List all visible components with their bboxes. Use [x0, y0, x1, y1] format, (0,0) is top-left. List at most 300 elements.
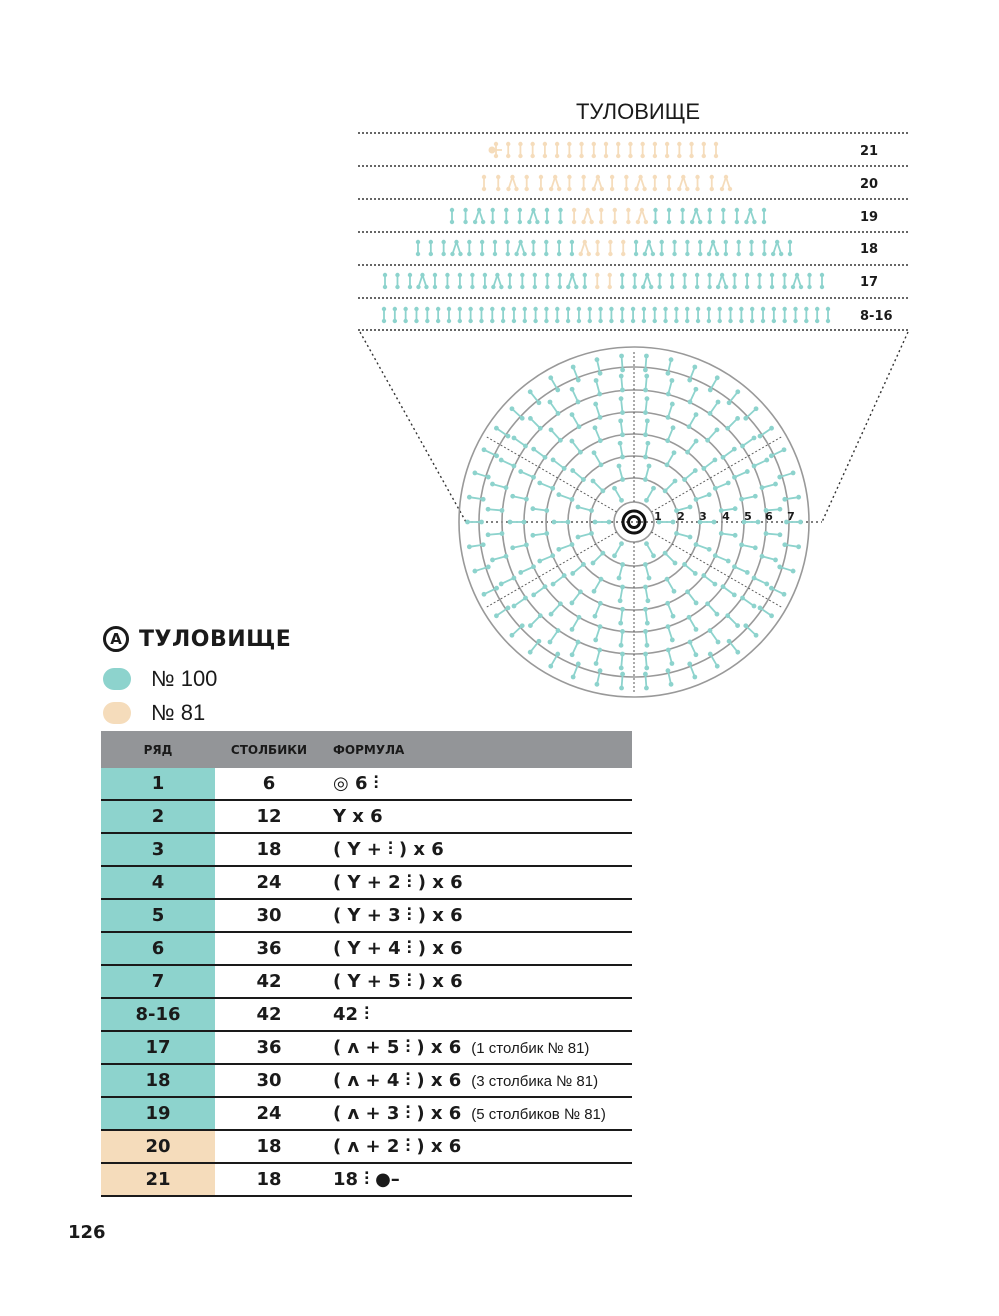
- round-stitch: [510, 542, 528, 550]
- sc-stitch: [788, 240, 792, 256]
- sc-stitch: [531, 240, 535, 256]
- sc-stitch: [724, 240, 728, 256]
- color-swatch-81: [103, 702, 131, 724]
- sc-stitch: [677, 142, 681, 158]
- row-stitches: [416, 240, 792, 256]
- round-stitch: [537, 553, 555, 563]
- round-stitch: [618, 418, 625, 437]
- row-label: 8-16: [860, 309, 893, 324]
- sc-stitch: [577, 307, 581, 323]
- row-label: 17: [860, 275, 879, 290]
- stitch-count: 18: [215, 1163, 323, 1196]
- round-stitch: [739, 494, 757, 502]
- dec-stitch: [791, 273, 803, 289]
- sc-stitch: [670, 273, 674, 289]
- round-stitch: [570, 468, 586, 482]
- sc-stitch: [393, 307, 397, 323]
- round-stitch: [570, 640, 581, 657]
- round-stitch: [674, 531, 692, 539]
- sc-stitch: [425, 307, 429, 323]
- round-stitch: [643, 464, 651, 482]
- round-stitch: [663, 479, 678, 494]
- header-row: РЯД: [101, 731, 215, 768]
- sc-stitch: [718, 307, 722, 323]
- formula-note: (5 столбиков № 81): [471, 1106, 606, 1123]
- row-number: 18: [101, 1064, 215, 1097]
- sc-stitch: [533, 273, 537, 289]
- sc-stitch: [626, 208, 630, 224]
- sc-stitch: [567, 175, 571, 191]
- sc-stitch: [634, 240, 638, 256]
- sc-stitch: [624, 175, 628, 191]
- round-stitch: [682, 562, 698, 576]
- section-title: ТУЛОВИЩЕ: [139, 626, 292, 652]
- round-stitch: [595, 357, 603, 375]
- formula: ( Y + 4 ⫶ ) x 6: [333, 938, 463, 959]
- round-stitch: [551, 458, 567, 471]
- dec-stitch: [491, 273, 503, 289]
- row-stitches: [382, 307, 830, 323]
- formula-note: (1 столбик № 81): [471, 1040, 590, 1057]
- sc-stitch: [620, 273, 624, 289]
- round-stitch: [665, 601, 675, 619]
- stitch-count: 18: [215, 833, 323, 866]
- sc-stitch: [695, 175, 699, 191]
- cone-right: [822, 332, 908, 522]
- row-number: 4: [101, 866, 215, 899]
- round-stitch: [725, 613, 740, 628]
- formula: ( ʌ + 4 ⫶ ) x 6: [333, 1070, 462, 1091]
- round-stitch: [570, 387, 581, 404]
- sc-stitch: [557, 240, 561, 256]
- sc-stitch: [555, 307, 559, 323]
- row-number: 8-16: [101, 998, 215, 1031]
- sc-stitch: [470, 273, 474, 289]
- round-stitch: [512, 436, 528, 449]
- formula: ( Y + ⫶ ) x 6: [333, 839, 444, 860]
- sc-stitch: [583, 273, 587, 289]
- round-stitch: [591, 479, 606, 494]
- round-stitch: [619, 354, 625, 373]
- round-stitch: [490, 482, 508, 490]
- round-stitch: [644, 541, 656, 558]
- sc-stitch: [608, 273, 612, 289]
- sc-stitch: [633, 273, 637, 289]
- round-stitch: [593, 520, 612, 525]
- sc-stitch: [450, 208, 454, 224]
- round-stitch: [548, 400, 561, 416]
- dec-stitch: [579, 240, 591, 256]
- row-number: 20: [101, 1130, 215, 1163]
- row-number: 19: [101, 1097, 215, 1130]
- sc-stitch: [653, 142, 657, 158]
- formula-cell: [323, 866, 632, 899]
- sc-stitch: [588, 307, 592, 323]
- stitch-count: 42: [215, 998, 323, 1031]
- round-stitch: [617, 562, 625, 580]
- round-stitch: [531, 447, 547, 460]
- formula: ( Y + 2 ⫶ ) x 6: [333, 872, 463, 893]
- sc-stitch: [506, 142, 510, 158]
- sc-stitch: [667, 208, 671, 224]
- sc-stitch: [545, 273, 549, 289]
- formula-cell: [323, 1064, 632, 1097]
- round-stitch: [713, 553, 731, 563]
- round-number: 7: [787, 510, 795, 523]
- sc-stitch: [608, 240, 612, 256]
- round-stitch: [570, 615, 582, 632]
- round-stitch: [643, 562, 651, 580]
- round-stitch: [760, 554, 778, 562]
- round-stitch: [467, 542, 486, 549]
- round-stitch: [701, 458, 717, 471]
- sc-stitch: [433, 273, 437, 289]
- sc-stitch: [445, 273, 449, 289]
- round-stitch: [549, 427, 563, 442]
- table-row: [101, 998, 632, 1031]
- dec-stitch: [641, 273, 653, 289]
- sc-stitch: [496, 175, 500, 191]
- round-stitch: [694, 542, 712, 552]
- dec-stitch: [566, 273, 578, 289]
- formula: ( Y + 5 ⫶ ) x 6: [333, 971, 463, 992]
- round-stitch: [732, 564, 750, 574]
- round-stitch: [740, 596, 756, 609]
- round-stitch: [643, 652, 649, 671]
- sc-stitch: [408, 273, 412, 289]
- pattern-table: [101, 731, 632, 1197]
- formula: ( ʌ + 3 ⫶ ) x 6: [333, 1103, 462, 1124]
- dec-stitch: [720, 175, 732, 191]
- legend-label: № 100: [151, 666, 218, 691]
- sc-stitch: [395, 273, 399, 289]
- formula-cell: [323, 1163, 632, 1196]
- round-stitch: [701, 573, 717, 586]
- round-stitch: [643, 607, 650, 626]
- round-stitch: [666, 624, 675, 642]
- sc-stitch: [761, 307, 765, 323]
- stitch-count: 36: [215, 1031, 323, 1064]
- formula: 18 ⫶ ●–: [333, 1169, 400, 1190]
- round-stitch: [732, 469, 750, 479]
- round-stitch: [530, 531, 549, 538]
- round-number: 3: [699, 510, 707, 523]
- round-stitch: [705, 427, 719, 442]
- formula: 42 ⫶: [333, 1004, 369, 1025]
- round-stitch: [682, 468, 698, 482]
- sc-stitch: [506, 240, 510, 256]
- round-stitch: [666, 648, 674, 666]
- sc-stitch: [653, 307, 657, 323]
- sc-stitch: [616, 142, 620, 158]
- round-stitch: [617, 464, 625, 482]
- sc-stitch: [628, 142, 632, 158]
- diagram-title: ТУЛОВИЩЕ: [575, 99, 701, 124]
- sc-stitch: [680, 208, 684, 224]
- round-stitch: [719, 531, 738, 538]
- round-stitch: [592, 450, 604, 467]
- row-number: 21: [101, 1163, 215, 1196]
- sc-stitch: [663, 307, 667, 323]
- sc-stitch: [804, 307, 808, 323]
- formula: ( Y + 3 ⫶ ) x 6: [333, 905, 463, 926]
- sc-stitch: [555, 142, 559, 158]
- round-stitch: [666, 378, 674, 396]
- sc-stitch: [414, 307, 418, 323]
- formula: ( ʌ + 5 ⫶ ) x 6: [333, 1037, 462, 1058]
- sc-stitch: [490, 307, 494, 323]
- round-stitch: [665, 577, 677, 594]
- sc-stitch: [674, 307, 678, 323]
- round-stitch: [551, 573, 567, 586]
- round-stitch: [467, 495, 486, 502]
- table-row: [101, 965, 632, 998]
- table-header: [101, 731, 632, 768]
- round-stitch: [512, 596, 528, 609]
- round-stitch: [708, 628, 721, 644]
- round-stitch: [576, 531, 594, 539]
- page-number: 126: [68, 1222, 106, 1243]
- dec-stitch: [716, 273, 728, 289]
- round-stitch: [518, 564, 536, 574]
- stitch-count: 42: [215, 965, 323, 998]
- sc-stitch: [598, 307, 602, 323]
- round-stitch: [685, 439, 698, 455]
- sc-stitch: [707, 273, 711, 289]
- row-number: 3: [101, 833, 215, 866]
- round-stitch: [752, 458, 769, 469]
- row-label: 21: [860, 144, 879, 159]
- stitch-count: 12: [215, 800, 323, 833]
- round-stitch: [740, 436, 756, 449]
- round-number: 5: [744, 510, 752, 523]
- sc-stitch: [739, 307, 743, 323]
- sc-stitch: [490, 208, 494, 224]
- round-stitch: [570, 589, 583, 605]
- dec-stitch: [506, 175, 518, 191]
- section-heading: [103, 626, 291, 652]
- formula-cell: [323, 1031, 632, 1064]
- round-stitch: [591, 551, 606, 566]
- round-stitch: [518, 469, 536, 479]
- sc-stitch: [467, 240, 471, 256]
- cone-left: [360, 332, 466, 522]
- table-row: [101, 1097, 632, 1130]
- row-number: 1: [101, 768, 215, 800]
- sc-stitch: [667, 175, 671, 191]
- sc-stitch: [520, 273, 524, 289]
- sc-stitch: [714, 142, 718, 158]
- sc-stitch: [695, 273, 699, 289]
- stitch-count: 30: [215, 1064, 323, 1097]
- round-stitch: [619, 374, 625, 393]
- table-row: [101, 1163, 632, 1196]
- sc-stitch: [815, 307, 819, 323]
- sc-stitch: [735, 208, 739, 224]
- sc-stitch: [533, 307, 537, 323]
- sc-stitch: [682, 273, 686, 289]
- round-stitch: [752, 576, 769, 587]
- dec-stitch: [473, 208, 485, 224]
- sc-stitch: [642, 307, 646, 323]
- sc-stitch: [579, 142, 583, 158]
- round-stitch: [490, 554, 508, 562]
- round-number: 6: [765, 510, 773, 523]
- dec-stitch: [636, 208, 648, 224]
- sc-stitch: [595, 240, 599, 256]
- round-stitch: [666, 402, 675, 420]
- formula-cell: [323, 1130, 632, 1163]
- sc-stitch: [382, 307, 386, 323]
- sc-stitch: [770, 273, 774, 289]
- sc-stitch: [660, 240, 664, 256]
- sc-stitch: [558, 273, 562, 289]
- sc-stitch: [702, 142, 706, 158]
- table-row: [101, 768, 632, 800]
- round-stitch: [508, 520, 527, 525]
- round-stitch: [552, 520, 571, 525]
- sc-stitch: [501, 307, 505, 323]
- sc-stitch: [604, 142, 608, 158]
- round-stitch: [612, 541, 624, 558]
- sc-stitch: [447, 307, 451, 323]
- sc-stitch: [383, 273, 387, 289]
- dec-stitch: [744, 208, 756, 224]
- sc-stitch: [708, 208, 712, 224]
- round-stitch: [708, 400, 721, 416]
- sc-stitch: [807, 273, 811, 289]
- dec-stitch: [450, 240, 462, 256]
- sc-stitch: [468, 307, 472, 323]
- sc-stitch: [685, 240, 689, 256]
- round-stitch: [618, 441, 625, 460]
- sc-stitch: [698, 240, 702, 256]
- sc-stitch: [757, 273, 761, 289]
- round-stitch: [643, 441, 650, 460]
- sc-stitch: [543, 142, 547, 158]
- round-stitch: [570, 562, 586, 576]
- sc-stitch: [631, 307, 635, 323]
- table-row: [101, 1130, 632, 1163]
- row-number: 6: [101, 932, 215, 965]
- round-stitch: [782, 542, 801, 549]
- sc-stitch: [672, 240, 676, 256]
- sc-stitch: [745, 273, 749, 289]
- sc-stitch: [762, 208, 766, 224]
- round-stitch: [556, 492, 574, 502]
- legend-label: № 81: [151, 700, 206, 725]
- row-label: 20: [860, 177, 879, 192]
- round-number: 1: [654, 510, 662, 523]
- round-chart: [459, 347, 809, 697]
- sc-stitch: [504, 208, 508, 224]
- sc-stitch: [685, 307, 689, 323]
- sc-stitch: [610, 175, 614, 191]
- dec-stitch: [677, 175, 689, 191]
- round-stitch: [694, 492, 712, 502]
- sc-stitch: [772, 307, 776, 323]
- legend-item-100: [103, 666, 217, 692]
- round-stitch: [687, 615, 699, 632]
- sc-stitch: [558, 208, 562, 224]
- sc-stitch: [696, 307, 700, 323]
- round-stitch: [556, 542, 574, 552]
- round-stitch: [594, 378, 602, 396]
- sc-stitch: [640, 142, 644, 158]
- round-stitch: [486, 507, 505, 513]
- formula-cell: [323, 932, 632, 965]
- round-stitch: [510, 494, 528, 502]
- dec-stitch: [514, 240, 526, 256]
- round-stitch: [618, 607, 625, 626]
- section-badge: A: [103, 626, 129, 652]
- stitch-count: 18: [215, 1130, 323, 1163]
- sc-stitch: [518, 208, 522, 224]
- dec-stitch: [634, 175, 646, 191]
- formula: ◎ 6 ⫶: [333, 773, 379, 794]
- round-stitch: [725, 416, 740, 431]
- round-stitch: [643, 672, 649, 691]
- round-stitch: [685, 589, 698, 605]
- sc-stitch: [665, 142, 669, 158]
- sc-stitch: [572, 208, 576, 224]
- header-formula: ФОРМУЛА: [323, 731, 632, 768]
- sc-stitch: [653, 175, 657, 191]
- sc-stitch: [820, 273, 824, 289]
- round-stitch: [760, 482, 778, 490]
- sc-stitch: [429, 240, 433, 256]
- round-stitch: [576, 505, 594, 513]
- round-stitch: [531, 584, 547, 597]
- formula-cell: [323, 768, 632, 800]
- sc-stitch: [463, 208, 467, 224]
- table-row: [101, 866, 632, 899]
- sc-stitch: [592, 142, 596, 158]
- sc-stitch: [707, 307, 711, 323]
- sc-stitch: [493, 240, 497, 256]
- formula-note: (3 столбика № 81): [471, 1073, 599, 1090]
- row-label: 19: [860, 210, 879, 225]
- formula: ( ʌ + 2 ⫶ ) x 6: [333, 1136, 462, 1157]
- header-stitches: СТОЛБИКИ: [215, 731, 323, 768]
- round-stitch: [528, 416, 543, 431]
- round-stitch: [570, 439, 583, 455]
- dec-stitch: [592, 175, 604, 191]
- round-stitch: [593, 402, 602, 420]
- dec-stitch: [771, 240, 783, 256]
- sc-stitch: [762, 240, 766, 256]
- sc-stitch: [620, 307, 624, 323]
- sc-stitch: [749, 240, 753, 256]
- dec-stitch: [707, 240, 719, 256]
- round-stitch: [570, 412, 582, 429]
- formula-cell: [323, 1097, 632, 1130]
- round-number: 4: [722, 510, 730, 523]
- sc-stitch: [653, 208, 657, 224]
- sc-stitch: [566, 307, 570, 323]
- round-stitch: [549, 601, 563, 616]
- row-number: 7: [101, 965, 215, 998]
- round-stitch: [499, 458, 516, 469]
- round-stitch: [666, 668, 674, 686]
- row-number: 17: [101, 1031, 215, 1064]
- sc-stitch: [595, 273, 599, 289]
- row-stitches: [450, 208, 766, 224]
- dec-stitch: [549, 175, 561, 191]
- dec-stitch: [527, 208, 539, 224]
- sc-stitch: [458, 307, 462, 323]
- table-row: [101, 899, 632, 932]
